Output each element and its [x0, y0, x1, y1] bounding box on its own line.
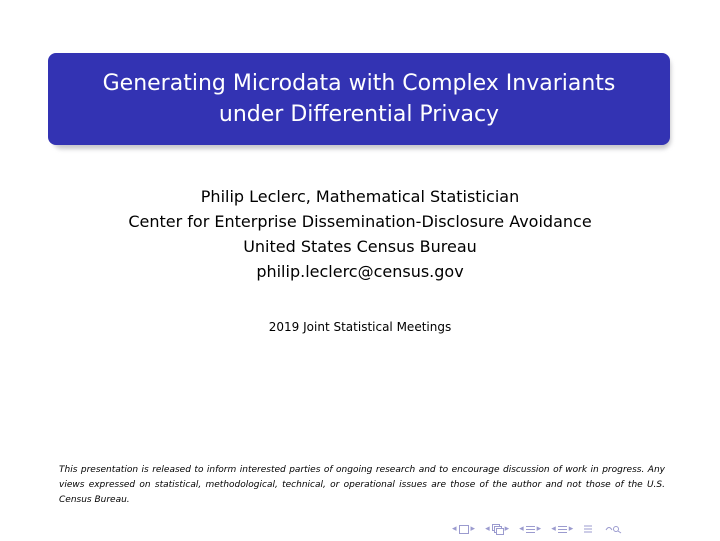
author-block: [0, 184, 720, 284]
nav-page-next-icon[interactable]: ▸: [568, 524, 574, 534]
nav-frame-group: [452, 524, 475, 534]
nav-section-icon[interactable]: [526, 526, 535, 533]
nav-section-group: [519, 524, 541, 534]
title-line-1: Generating Microdata with Complex Invariants: [102, 71, 616, 96]
author-email: philip.leclerc@census.gov: [256, 262, 464, 281]
nav-frame-icon[interactable]: [459, 525, 469, 534]
author-name: Philip Leclerc, Mathematical Statistician: [200, 187, 520, 206]
nav-frame-prev-icon[interactable]: ◂: [452, 524, 457, 534]
nav-page-prev-icon[interactable]: ◂: [551, 524, 556, 534]
nav-subsection-next-icon[interactable]: ▸: [504, 524, 510, 534]
nav-menu-icon[interactable]: [583, 524, 593, 534]
nav-section-next-icon[interactable]: ▸: [536, 524, 542, 534]
nav-subsection-group: [485, 524, 509, 534]
nav-subsection-icon[interactable]: [492, 524, 503, 534]
nav-page-icon[interactable]: [558, 526, 567, 533]
disclaimer-text: This presentation is released to inform interested parties of ongoing research and to encourage discussion of work in progress. Any views expressed on statistical, methodological, technical, or operational issues are those of the author and not those of the U.S. Census Bureau.: [59, 465, 665, 505]
meeting-name: 2019 Joint Statistical Meetings: [268, 320, 452, 334]
nav-search-icon[interactable]: [605, 524, 623, 534]
title-box: [48, 53, 670, 145]
nav-section-prev-icon[interactable]: ◂: [519, 524, 524, 534]
beamer-navigation-bar: [452, 522, 623, 536]
nav-frame-next-icon[interactable]: ▸: [470, 524, 476, 534]
nav-page-group: [551, 524, 573, 534]
author-department: Center for Enterprise Dissemination-Disclosure Avoidance: [128, 212, 592, 231]
author-organization: United States Census Bureau: [243, 237, 477, 256]
title-line-2: under Differential Privacy: [218, 102, 500, 127]
nav-subsection-prev-icon[interactable]: ◂: [485, 524, 490, 534]
